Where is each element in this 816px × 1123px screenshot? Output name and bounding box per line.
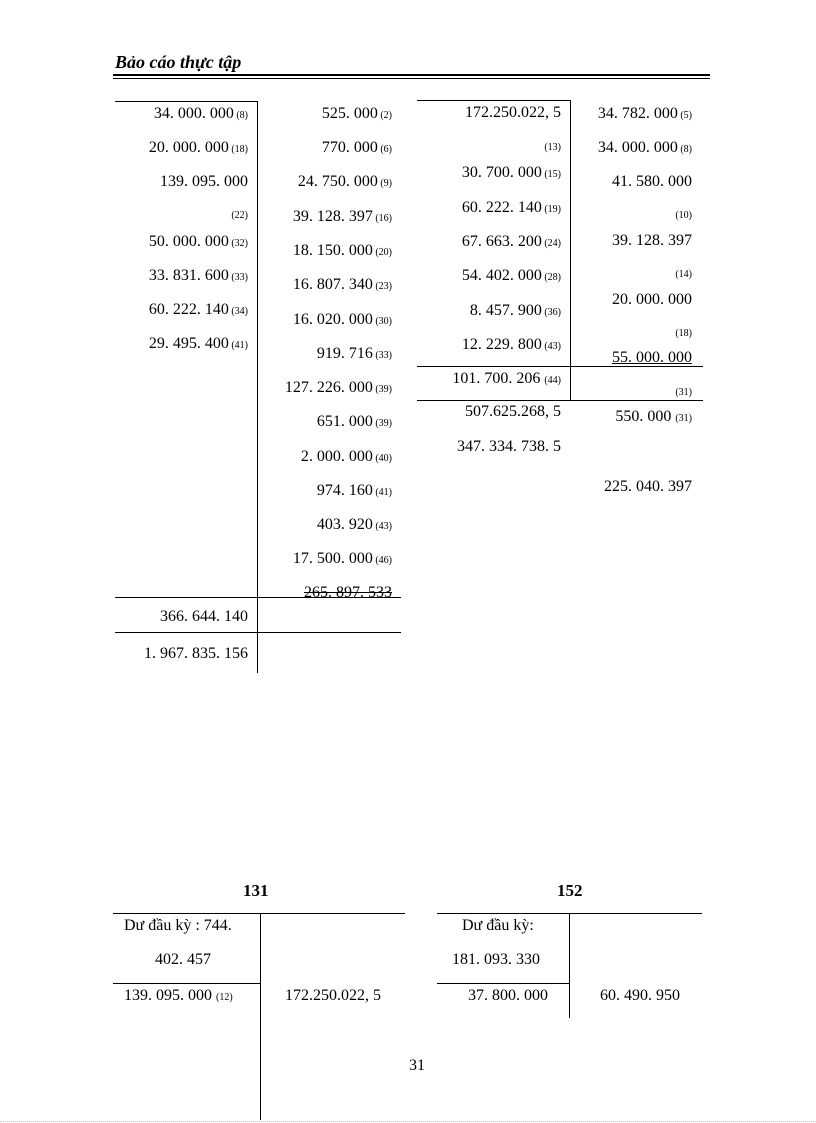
left-account-debit-entry: [115, 105, 248, 123]
left-account-credit-ref: (33): [372, 350, 392, 361]
right-account-credit-ref: (18): [675, 328, 692, 339]
left-account-ending-balance: 1. 967. 835. 156: [144, 645, 248, 662]
left-account-credit-ref: (2): [377, 110, 392, 121]
left-account-credit-entry: [262, 139, 392, 157]
left-account-debit-value: 20. 000. 000: [148, 139, 229, 156]
account-131-divider: [260, 913, 261, 1120]
right-account-debit-total-value: 101. 700. 206: [452, 370, 541, 387]
right-account-debit-balance: 347. 334. 738. 5: [457, 438, 561, 455]
right-account-debit-value: 172.250.022, 5: [465, 104, 561, 121]
right-account-credit-ref: (31): [675, 387, 692, 398]
right-account-credit-ref: (5): [677, 110, 692, 121]
left-account-credit-entry: [262, 379, 392, 397]
left-account-debit-ref: (8): [233, 110, 248, 121]
right-account-credit-value: 34. 000. 000: [597, 139, 678, 156]
account-152-debit-entry: 37. 800. 000: [468, 987, 548, 1004]
right-account-credit-value: 55. 000. 000: [612, 349, 692, 366]
left-account-credit-value: 18. 150. 000: [292, 242, 373, 259]
right-account-debit-value: 60. 222. 140: [461, 199, 542, 216]
right-account-debit-entry: [417, 137, 561, 155]
right-account-debit-value: 54. 402. 000: [461, 267, 542, 284]
account-152-title: 152: [557, 881, 583, 900]
right-account-debit-ref: (36): [541, 307, 561, 318]
right-account-debit-entry: [417, 233, 561, 251]
right-account-sum-rule: [417, 400, 703, 401]
left-account-credit-entry: [262, 311, 392, 329]
left-account-debit-entry: [115, 233, 248, 251]
account-131-debit-entry: [124, 987, 233, 1005]
right-account-credit-total-ref: (31): [675, 413, 692, 424]
left-account-credit-value: 919. 716: [316, 345, 373, 362]
right-account-credit-entry: [573, 323, 692, 341]
right-account-credit-value: 34. 782. 000: [597, 105, 678, 122]
right-account-debit-total-ref: (44): [544, 375, 561, 386]
right-account-credit-entry: [573, 382, 692, 400]
right-account-credit-entry: [573, 264, 692, 282]
right-account-debit-entry: [417, 302, 561, 320]
account-131-balance-rule: [113, 983, 261, 984]
left-account-credit-entry: [262, 482, 392, 500]
right-account-debit-ref: (19): [541, 204, 561, 215]
right-account-debit-value: 12. 229. 800: [461, 336, 542, 353]
right-account-debit-ref: (43): [541, 341, 561, 352]
page-bottom-dotted-line: [0, 1121, 816, 1122]
right-account-credit-entry: [573, 349, 692, 367]
left-account-credit-value: 24. 750. 000: [297, 173, 378, 190]
left-account-credit-ref: (9): [377, 178, 392, 189]
left-account-credit-ref: (43): [372, 521, 392, 532]
right-account-credit-value: 41. 580. 000: [612, 173, 692, 190]
account-152-balance-rule: [437, 983, 570, 984]
account-131-credit-entry: 172.250.022, 5: [285, 987, 381, 1004]
right-account-debit-ref: (28): [541, 272, 561, 283]
account-152-opening-label: Dư đầu kỳ:: [462, 917, 534, 934]
left-account-debit-value: 34. 000. 000: [153, 105, 234, 122]
right-account-debit-value: 8. 457. 900: [469, 302, 542, 319]
left-account-credit-ref: (23): [372, 281, 392, 292]
left-account-debit-ref: (34): [228, 306, 248, 317]
left-account-credit-ref: (39): [372, 384, 392, 395]
left-account-credit-entry: [262, 516, 392, 534]
left-account-credit-entry: [262, 173, 392, 191]
right-account-debit-entry: [417, 267, 561, 285]
right-account-credit-balance: 225. 040. 397: [604, 478, 692, 495]
left-account-debit-entry: [115, 173, 248, 191]
right-account-credit-total-value: 550. 000: [615, 408, 672, 425]
left-account-credit-value: 651. 000: [316, 413, 373, 430]
left-account-debit-value: 33. 831. 600: [148, 267, 229, 284]
left-account-credit-value: 39. 128. 397: [292, 208, 373, 225]
right-account-credit-value: 20. 000. 000: [612, 291, 692, 308]
right-account-debit-entry: [417, 199, 561, 217]
left-account-debit-ref: (41): [228, 340, 248, 351]
left-account-credit-value: 770. 000: [321, 139, 378, 156]
left-account-credit-value: 16. 020. 000: [292, 311, 373, 328]
left-account-debit-entry: [115, 301, 248, 319]
right-account-credit-entry: [573, 105, 692, 123]
left-account-debit-entry: [115, 335, 248, 353]
account-131-opening-value: 402. 457: [155, 951, 211, 968]
left-account-credit-entry: [262, 550, 392, 568]
account-152-credit-entry: 60. 490. 950: [600, 987, 680, 1004]
left-account-credit-entry: [262, 448, 392, 466]
left-account-credit-value: 403. 920: [316, 516, 373, 533]
left-account-debit-value: 60. 222. 140: [148, 301, 229, 318]
left-account-credit-value: 525. 000: [321, 105, 378, 122]
left-account-credit-total: 265. 897. 533: [304, 584, 392, 601]
account-131-title: 131: [243, 881, 269, 900]
left-account-debit-value: 139. 095. 000: [160, 173, 248, 190]
report-title: Bảo cáo thực tập: [115, 52, 242, 72]
account-152-divider: [569, 913, 570, 1018]
left-account-debit-ref: (33): [228, 272, 248, 283]
left-account-debit-value: 29. 495. 400: [148, 335, 229, 352]
right-account-debit-ref: (15): [541, 169, 561, 180]
left-account-credit-ref: (16): [372, 213, 392, 224]
right-account-credit-ref: (8): [677, 144, 692, 155]
left-account-debit-value: 50. 000. 000: [148, 233, 229, 250]
left-account-credit-value: 127. 226. 000: [284, 379, 373, 396]
right-account-debit-sum: 507.625.268, 5: [465, 403, 561, 420]
left-account-credit-ref: (30): [372, 316, 392, 327]
left-account-credit-ref: (20): [372, 247, 392, 258]
right-account-credit-entry: [573, 139, 692, 157]
left-account-credit-entry: [262, 413, 392, 431]
right-account-debit-value: 67. 663. 200: [461, 233, 542, 250]
left-account-credit-ref: (40): [372, 453, 392, 464]
left-account-debit-total: 366. 644. 140: [160, 608, 248, 625]
account-131-top-rule: [113, 913, 405, 914]
right-account-credit-ref: (14): [675, 269, 692, 280]
right-account-credit-ref: (10): [675, 210, 692, 221]
left-account-debit-ref: (22): [231, 210, 248, 221]
left-account-balance-rule: [115, 632, 401, 633]
header-rule-thin: [113, 78, 710, 79]
left-account-credit-entry: [262, 276, 392, 294]
left-account-credit-value: 16. 807. 340: [292, 276, 373, 293]
left-account-credit-entry: [262, 208, 392, 226]
right-account-credit-total: [573, 408, 692, 426]
account-152-opening-value: 181. 093. 330: [452, 951, 540, 968]
right-account-divider: [570, 100, 571, 400]
right-account-total-rule: [417, 366, 703, 367]
left-account-credit-value: 17. 500. 000: [292, 550, 373, 567]
page-number: 31: [409, 1057, 425, 1074]
left-account-top-rule: [115, 101, 258, 102]
account-131-opening-label: Dư đầu kỳ : 744.: [124, 917, 232, 934]
account-131-debit-value: 139. 095. 000: [124, 987, 212, 1004]
left-account-credit-value: 974. 160: [316, 482, 373, 499]
right-account-debit-entry: [417, 104, 561, 122]
right-account-debit-entry: [417, 336, 561, 354]
right-account-credit-entry: [573, 291, 692, 309]
left-account-debit-ref: (32): [228, 238, 248, 249]
left-account-debit-entry: [115, 139, 248, 157]
left-account-credit-ref: (46): [372, 555, 392, 566]
left-account-credit-ref: (41): [372, 487, 392, 498]
left-account-debit-ref: (18): [228, 144, 248, 155]
header-rule-thick: [113, 74, 710, 76]
left-account-credit-ref: (39): [372, 418, 392, 429]
account-131-debit-ref: (12): [216, 992, 233, 1003]
right-account-credit-entry: [573, 205, 692, 223]
right-account-credit-value: 39. 128. 397: [612, 232, 692, 249]
left-account-credit-entry: [262, 242, 392, 260]
left-account-credit-entry: [262, 345, 392, 363]
left-account-credit-value: 2. 000. 000: [300, 448, 373, 465]
right-account-debit-value: 30. 700. 000: [461, 164, 542, 181]
right-account-debit-ref: (24): [541, 238, 561, 249]
right-account-debit-entry: [417, 164, 561, 182]
right-account-debit-ref: (13): [544, 142, 561, 153]
right-account-credit-entry: [573, 232, 692, 250]
right-account-top-rule: [417, 100, 571, 101]
left-account-divider: [257, 101, 258, 673]
left-account-debit-entry: [115, 205, 248, 223]
left-account-credit-ref: (6): [377, 144, 392, 155]
left-account-credit-entry: [262, 105, 392, 123]
right-account-debit-total: [417, 370, 561, 388]
left-account-debit-entry: [115, 267, 248, 285]
right-account-credit-entry: [573, 173, 692, 191]
